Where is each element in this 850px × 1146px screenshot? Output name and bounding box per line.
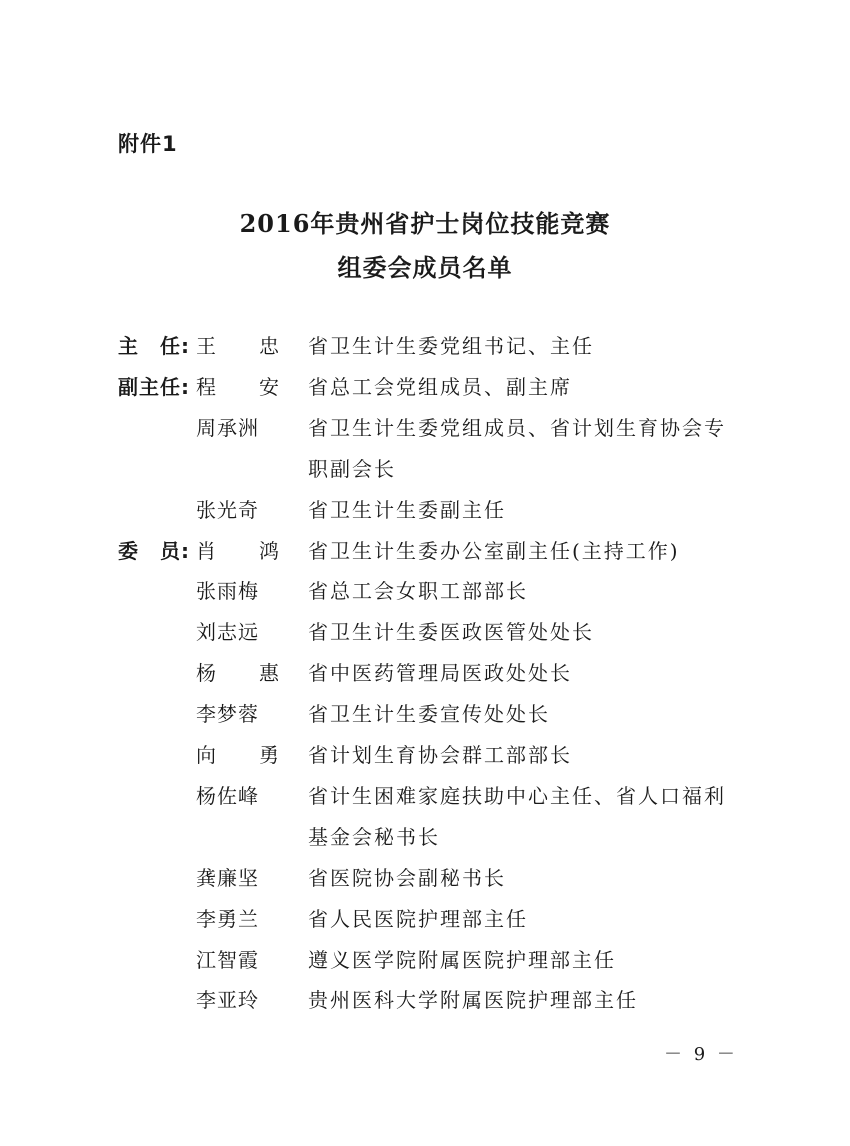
member-row — [0, 531, 850, 571]
member-role: 委 员: — [118, 539, 190, 563]
member-duty: 遵义医学院附属医院护理部主任 — [308, 948, 616, 972]
member-name: 李亚玲 — [196, 988, 259, 1012]
member-name: 李梦蓉 — [196, 702, 259, 726]
member-row — [0, 653, 850, 693]
member-duty: 省总工会女职工部部长 — [308, 579, 528, 603]
member-name: 龚廉坚 — [196, 866, 259, 890]
member-row — [0, 490, 850, 530]
member-duty: 职副会长 — [308, 457, 396, 481]
page-number: － 9 － — [664, 1044, 738, 1065]
member-row — [0, 367, 850, 407]
member-row — [0, 449, 850, 489]
member-duty: 省计划生育协会群工部部长 — [308, 743, 572, 767]
member-duty: 省中医药管理局医政处处长 — [308, 661, 572, 685]
member-duty: 贵州医科大学附属医院护理部主任 — [308, 988, 638, 1012]
member-name: 周承洲 — [196, 416, 259, 440]
member-row — [0, 326, 850, 366]
member-duty: 省人民医院护理部主任 — [308, 907, 528, 931]
member-row — [0, 694, 850, 734]
document-title-line1: 2016年贵州省护士岗位技能竞赛 — [239, 209, 611, 238]
member-duty: 省医院协会副秘书长 — [308, 866, 506, 890]
member-name: 程 安 — [196, 375, 280, 399]
member-name: 向 勇 — [196, 743, 280, 767]
member-row — [0, 858, 850, 898]
member-duty: 基金会秘书长 — [308, 825, 440, 849]
member-row — [0, 817, 850, 857]
member-duty: 省计生困难家庭扶助中心主任、省人口福利 — [308, 784, 726, 808]
member-duty: 省卫生计生委办公室副主任(主持工作) — [308, 539, 680, 563]
member-name: 张雨梅 — [196, 579, 259, 603]
member-duty: 省卫生计生委副主任 — [308, 498, 506, 522]
member-name: 张光奇 — [196, 498, 259, 522]
member-duty: 省卫生计生委党组成员、省计划生育协会专 — [308, 416, 726, 440]
member-row — [0, 571, 850, 611]
member-row — [0, 735, 850, 775]
member-name: 李勇兰 — [196, 907, 259, 931]
member-role: 副主任: — [118, 375, 190, 399]
member-row — [0, 940, 850, 980]
member-duty: 省卫生计生委医政医管处处长 — [308, 620, 594, 644]
member-name: 江智霞 — [196, 948, 259, 972]
member-row — [0, 612, 850, 652]
member-row — [0, 899, 850, 939]
member-row — [0, 980, 850, 1020]
member-name: 王 忠 — [196, 334, 280, 358]
member-duty: 省总工会党组成员、副主席 — [308, 375, 572, 399]
member-name: 刘志远 — [196, 620, 259, 644]
member-duty: 省卫生计生委宣传处处长 — [308, 702, 550, 726]
document-title-line2: 组委会成员名单 — [337, 253, 513, 282]
member-name: 肖 鸿 — [196, 539, 280, 563]
member-row — [0, 776, 850, 816]
member-name: 杨 惠 — [196, 661, 280, 685]
member-row — [0, 408, 850, 448]
member-role: 主 任: — [118, 334, 190, 358]
member-name: 杨佐峰 — [196, 784, 259, 808]
member-duty: 省卫生计生委党组书记、主任 — [308, 334, 594, 358]
attachment-label: 附件1 — [118, 132, 178, 156]
